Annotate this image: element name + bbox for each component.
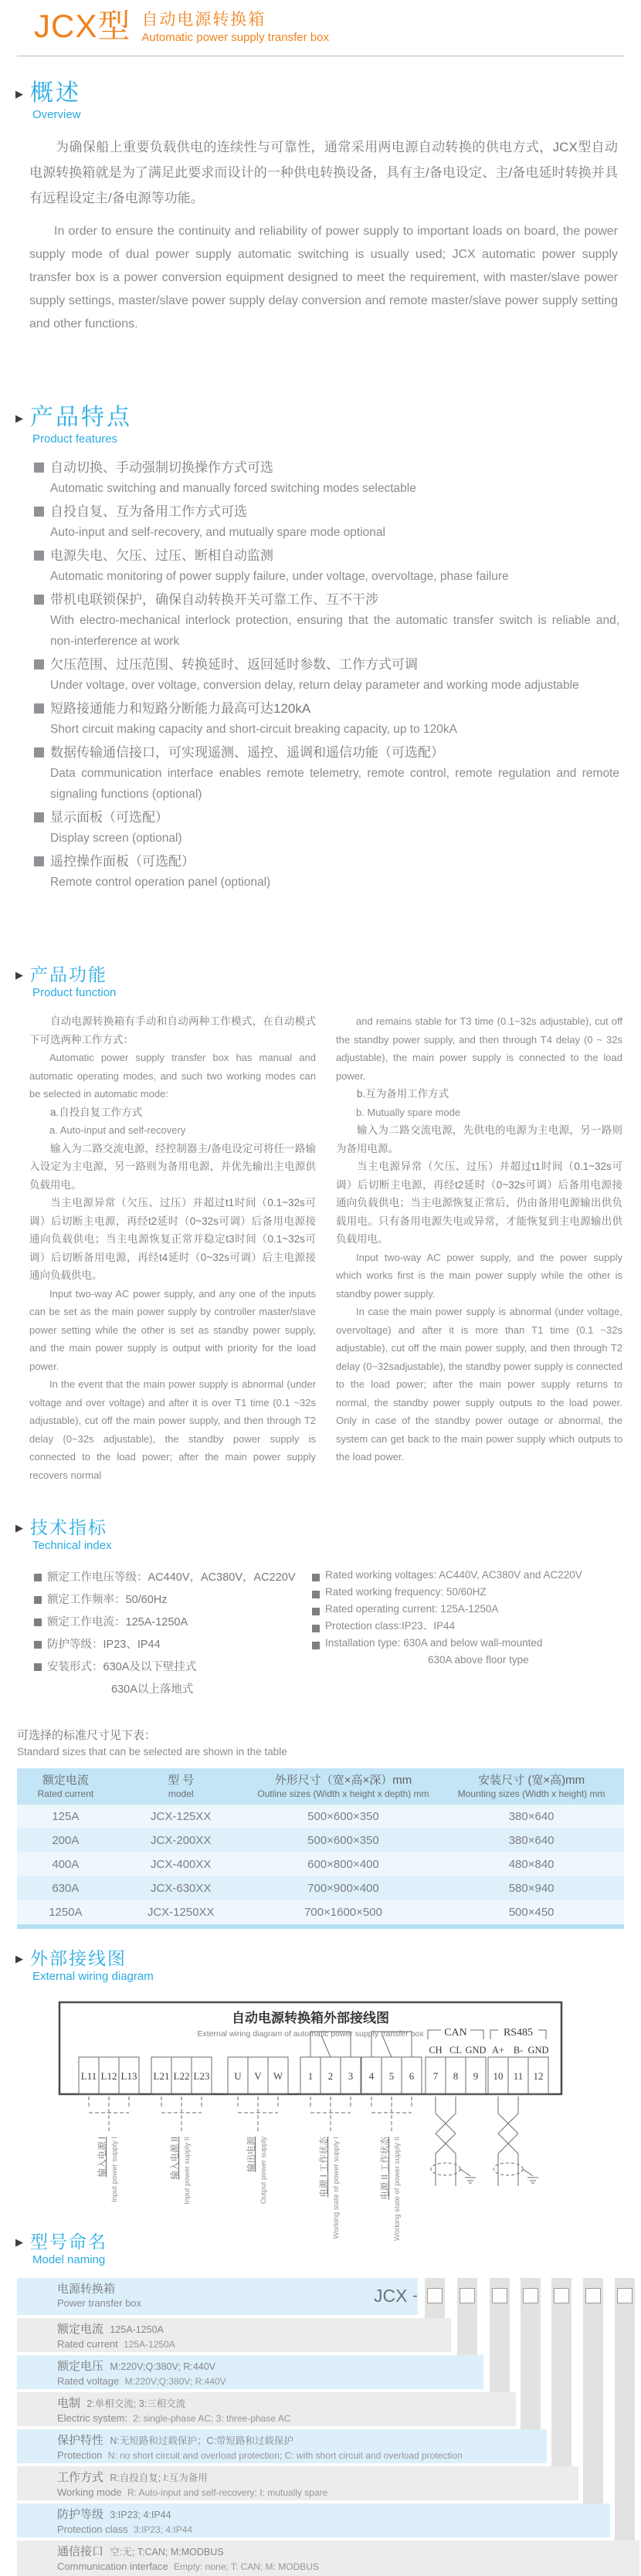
- paragraph: b. Mutually spare mode: [356, 1106, 461, 1118]
- technical-heading: [15, 1517, 641, 1553]
- naming-desc-en: 3:IP23; 4:IP44: [134, 2524, 193, 2535]
- square-bullet-icon: [34, 1574, 42, 1581]
- terminal-label: 1: [307, 2070, 314, 2082]
- section-arrow-icon: ▶: [15, 968, 23, 981]
- model-prefix: JCX: [374, 2286, 408, 2306]
- cell-outline-size: 600×800×400: [248, 1852, 439, 1876]
- table-row: [17, 1829, 624, 1852]
- naming-label-cn: 防护等级: [57, 2508, 104, 2521]
- terminal-label: 2: [327, 2070, 334, 2082]
- overview-heading: [15, 80, 641, 122]
- spec-item: Rated operating current: 125A-1250A: [325, 1603, 499, 1615]
- paragraph: 输入为二路交流电源，经控制器主/备电设定可将任一路输入设定为主电源，另一路则为备用电源，并优先输出主电源供负载用电。: [29, 1142, 316, 1191]
- feature-en: Under voltage, over voltage, conversion delay, return delay parameter and working mode adjustable: [50, 679, 579, 692]
- naming-label-en: Rated current: [57, 2338, 118, 2350]
- twisted-pair-icon: [431, 2096, 476, 2186]
- table-row: [17, 1900, 624, 1927]
- standard-sizes-table: [17, 1768, 624, 1929]
- terminal-label: L12: [100, 2070, 117, 2082]
- section-arrow-icon: ▶: [15, 1521, 23, 1534]
- diagram-title-en: External wiring diagram of automatic power supply transfer box: [197, 2029, 424, 2039]
- section-product-features: [0, 404, 641, 893]
- terminal-label: 8: [453, 2070, 459, 2082]
- terminal-label: 6: [409, 2070, 415, 2082]
- product-title-en: Automatic power supply transfer box: [141, 31, 329, 44]
- square-bullet-icon: [312, 1591, 320, 1598]
- function-heading-cn: 产品功能: [30, 964, 107, 985]
- square-bullet-icon: [34, 747, 44, 758]
- feature-en: Data communication interface enables remote telemetry, remote control, remote regulation and remote signaling functions (optional): [50, 767, 619, 801]
- paragraph: b.互为备用工作方式: [357, 1088, 449, 1100]
- paragraph: and remains stable for T3 time (0.1~32s adjustable), cut off the standby power supply, and then through T4 delay (0 ~ 32s adjustable), the main power supply is connected to the load power.: [336, 1015, 622, 1082]
- table-intro-en: Standard sizes that can be selected are shown in the table: [17, 1746, 287, 1757]
- diagram-title-cn: 自动电源转换箱外部接线图: [232, 2011, 389, 2025]
- feature-en: Display screen (optional): [50, 832, 182, 845]
- section-model-naming: [0, 2231, 641, 2576]
- terminal-label: 3: [348, 2070, 354, 2082]
- technical-heading-cn: 技术指标: [30, 1517, 107, 1537]
- cell-outline-size: 500×600×350: [248, 1829, 439, 1852]
- wiring-heading: [15, 1947, 641, 1984]
- list-item: [34, 545, 619, 587]
- feature-cn: 自动切换、手动强制切换操作方式可选: [50, 460, 273, 475]
- naming-desc-en: M:220V;Q:380V; R:440V: [124, 2376, 226, 2387]
- group-label-cn: 输入电源 II: [171, 2137, 180, 2180]
- naming-heading-en: Model naming: [32, 2253, 106, 2266]
- naming-label-en: Working mode: [57, 2486, 122, 2498]
- product-title-block: [141, 8, 329, 45]
- pin-label: CH: [429, 2045, 443, 2056]
- column-header-cn: 型 号: [168, 1774, 195, 1787]
- paragraph: Input two-way AC power supply, and the power supply which works first is the main power supply while the other is standby power supply.: [336, 1251, 622, 1300]
- can-label: CAN: [444, 2027, 467, 2039]
- square-bullet-icon: [312, 1625, 320, 1632]
- feature-en: With electro-mechanical interlock protection, ensuring that the automatic transfer switch is reliable and, non-interference at work: [50, 614, 619, 648]
- spec-item: 安装形式：630A及以下壁挂式: [47, 1661, 197, 1673]
- naming-label-en: Power transfer box: [57, 2297, 142, 2309]
- can-bracket: [470, 2030, 483, 2039]
- product-title-cn: 自动电源转换箱: [141, 11, 266, 29]
- table-intro-cn: 可选择的标准尺寸见下表：: [17, 1729, 157, 1742]
- table-row: [17, 1852, 624, 1876]
- column-header-cn: 额定电流: [42, 1774, 89, 1787]
- naming-label-cn: 额定电流: [57, 2323, 104, 2336]
- feature-cn: 电源失电、欠压、过压、断相自动监测: [50, 548, 273, 563]
- technical-heading-en: Technical index: [32, 1539, 112, 1552]
- square-bullet-icon: [34, 856, 44, 866]
- function-heading: [15, 964, 641, 1000]
- terminal-label: U: [234, 2070, 242, 2082]
- technical-left-column: [34, 1567, 312, 1701]
- naming-row: [17, 2429, 547, 2463]
- cell-mounting-size: 380×640: [439, 1805, 624, 1829]
- paragraph: 当主电源异常（欠压、过压）并超过t1时间（0.1~32s可调）后切断主电源，再经t2延时（0~32s可调）后备用电源接通向负载供电；当主电源恢复正常并稳定t3时间（0.1~32s可调）后切断备用电源，再经t4延时（0~32s可调）后主电源接通向负载供电。: [29, 1197, 316, 1281]
- section-technical-index: [0, 1517, 641, 1701]
- list-item: [34, 807, 619, 849]
- feature-cn: 欠压范围、过压范围、转换延时、返回延时参数、工作方式可调: [50, 657, 418, 672]
- column-header-cn: 安装尺寸 (宽×高)mm: [478, 1774, 585, 1787]
- cell-mounting-size: 380×640: [439, 1829, 624, 1852]
- naming-desc-en: Empty: none; T: CAN; M: MODBUS: [174, 2561, 319, 2572]
- column-header-cn: 外形尺寸（宽×高×深）mm: [274, 1774, 412, 1787]
- group-label-en: Working state of power supply II: [393, 2137, 402, 2241]
- twisted-pair-icon: [493, 2096, 538, 2186]
- naming-row: [17, 2466, 578, 2500]
- switch-contact-icon: [321, 2035, 331, 2057]
- naming-heading-cn: 型号命名: [30, 2232, 107, 2252]
- naming-label-en: Rated voltage: [57, 2375, 120, 2387]
- feature-en: Short circuit making capacity and short-circuit breaking capacity, up to 120kA: [50, 723, 457, 736]
- naming-row: [17, 2540, 639, 2576]
- code-box: [554, 2288, 569, 2303]
- terminal-label: L21: [153, 2070, 170, 2082]
- naming-desc-cn: 空:无; T:CAN; M:MODBUS: [110, 2547, 224, 2557]
- features-heading-en: Product features: [32, 432, 118, 446]
- pin-label: GND: [527, 2045, 549, 2056]
- rs485-bracket: [490, 2030, 498, 2039]
- switch-contact-icon: [382, 2035, 392, 2057]
- overview-heading-en: Overview: [32, 108, 81, 121]
- cell-model: JCX-1250XX: [114, 1900, 248, 1927]
- spec-item: Rated working frequency: 50/60HZ: [325, 1586, 487, 1598]
- paragraph: Automatic power supply transfer box has manual and automatic operating modes, and such two working modes can be selected in automatic mode:: [29, 1052, 316, 1100]
- naming-label-en: Communication interface: [57, 2561, 168, 2572]
- features-list: [34, 457, 619, 893]
- spec-item: 额定工作电流：125A-1250A: [47, 1616, 188, 1629]
- naming-heading: [15, 2231, 641, 2267]
- page-header: [0, 0, 641, 45]
- square-bullet-icon: [312, 1574, 320, 1581]
- product-model: JCX型: [34, 8, 131, 44]
- cell-outline-size: 700×900×400: [248, 1876, 439, 1900]
- ground-icon: [527, 2178, 538, 2183]
- function-heading-en: Product function: [32, 986, 117, 999]
- overview-heading-cn: 概述: [30, 80, 81, 106]
- column-header-en: Outline sizes (Width x height x depth) mm: [257, 1788, 429, 1799]
- square-bullet-icon: [34, 507, 44, 517]
- rs485-bracket: [538, 2030, 546, 2039]
- list-item: [34, 851, 619, 893]
- cell-rated-current: 1250A: [17, 1900, 114, 1927]
- code-box: [617, 2288, 633, 2303]
- code-box: [460, 2288, 475, 2303]
- terminal-label: V: [254, 2070, 262, 2082]
- feature-cn: 自投自复、互为备用工作方式可选: [50, 504, 247, 519]
- code-box: [585, 2288, 601, 2303]
- cell-model: JCX-630XX: [114, 1876, 248, 1900]
- square-bullet-icon: [312, 1642, 320, 1649]
- spec-item: 防护等级：IP23、IP44: [47, 1639, 161, 1651]
- square-bullet-icon: [34, 463, 44, 473]
- square-bullet-icon: [34, 551, 44, 561]
- spec-item: Protection class:IP23、IP44: [325, 1620, 456, 1632]
- square-bullet-icon: [34, 1596, 42, 1604]
- section-arrow-icon: ▶: [15, 87, 23, 100]
- naming-label-en: Protection class: [57, 2523, 128, 2535]
- cell-mounting-size: 500×450: [439, 1900, 624, 1927]
- model-naming-diagram: [17, 2278, 639, 2576]
- feature-en: Remote control operation panel (optional): [50, 876, 271, 889]
- terminal-label: L13: [120, 2070, 137, 2082]
- naming-label-cn: 额定电压: [57, 2360, 104, 2373]
- terminal-label: 11: [513, 2070, 524, 2082]
- pin-label: CL: [449, 2045, 462, 2056]
- cell-model: JCX-400XX: [114, 1852, 248, 1876]
- code-column: [457, 2278, 477, 2355]
- square-bullet-icon: [34, 703, 44, 713]
- feature-cn: 带机电联锁保护，确保自动转换开关可靠工作、互不干涉: [50, 592, 378, 607]
- wiring-heading-cn: 外部接线图: [30, 1948, 127, 1968]
- cell-mounting-size: 480×840: [439, 1852, 624, 1876]
- spec-item-continued: 630A above floor type: [428, 1654, 529, 1666]
- naming-desc-cn: 3:IP23; 4:IP44: [110, 2510, 171, 2520]
- code-column: [425, 2278, 445, 2318]
- terminal-label: 9: [473, 2070, 479, 2082]
- section-overview: [0, 80, 641, 336]
- feature-en: Automatic monitoring of power supply failure, under voltage, overvoltage, phase failure: [50, 570, 509, 583]
- code-column: [490, 2278, 510, 2392]
- terminal-label: 4: [368, 2070, 375, 2082]
- naming-label-en: Protection: [57, 2449, 103, 2461]
- naming-desc-cn: N:无短路和过载保护；C:带短路和过载保护: [110, 2435, 293, 2446]
- column-header-en: model: [168, 1788, 194, 1799]
- naming-desc-en: 125A-1250A: [124, 2339, 175, 2350]
- technical-right-column: [312, 1567, 613, 1701]
- paragraph: 自动电源转换箱有手动和自动两种工作模式，在自动模式下可选两种工作方式：: [29, 1015, 316, 1046]
- cell-rated-current: 200A: [17, 1829, 114, 1852]
- section-arrow-icon: ▶: [15, 2235, 23, 2248]
- pin-label: B-: [513, 2045, 524, 2056]
- group-label-en: Output power supply: [259, 2137, 268, 2205]
- naming-desc-cn: 125A-1250A: [110, 2324, 164, 2335]
- square-bullet-icon: [34, 812, 44, 822]
- code-box: [492, 2288, 507, 2303]
- group-label-cn: 输入电源 I: [98, 2137, 107, 2178]
- square-bullet-icon: [34, 1618, 42, 1626]
- group-label-cn: 电源 I 工作状态: [320, 2137, 329, 2198]
- spec-item: Rated working voltages: AC440V, AC380V and AC220V: [325, 1569, 582, 1581]
- cell-model: JCX-200XX: [114, 1829, 248, 1852]
- cell-rated-current: 630A: [17, 1876, 114, 1900]
- paragraph: In case the main power supply is abnormal (under voltage, overvoltage) and after it is more than T1 time (0.1 ~32s adjustable), cut off the main power supply, and then through T2 delay (0~32sadjustable), the standby power supply is connected to the load power; after the main power supply returns to normal, the standby power supply outputs to the load power. Only in case of the standby power outage or abnormal, the system can get back to the main power supply which outputs to the load power.: [336, 1306, 622, 1463]
- wiring-heading-en: External wiring diagram: [32, 1970, 154, 1983]
- rs485-label: RS485: [503, 2027, 534, 2039]
- square-bullet-icon: [312, 1608, 320, 1615]
- section-arrow-icon: ▶: [15, 1952, 23, 1964]
- list-item: [34, 698, 619, 740]
- code-column: [551, 2278, 571, 2466]
- naming-row: [17, 2318, 451, 2352]
- group-label-cn: 输出电源: [247, 2137, 256, 2172]
- technical-columns: [34, 1567, 626, 1701]
- naming-label-cn: 电源转换箱: [57, 2283, 116, 2296]
- cell-model: JCX-125XX: [114, 1805, 248, 1829]
- section-arrow-icon: ▶: [15, 412, 23, 424]
- list-item: [34, 457, 619, 499]
- list-item: [34, 589, 619, 652]
- list-item: [34, 742, 619, 805]
- overview-paragraph-en: In order to ensure the continuity and reliability of power supply to important loads on board, the power supply mode of dual power supply automatic switching is usually used; JCX automatic power supply transfer box is a power conversion equipment designed to meet the requirement, with master/slave power supply settings, master/slave power supply delay conversion and remote master/slave power supply setting and other functions.: [29, 225, 618, 330]
- paragraph: Input two-way AC power supply, and any one of the inputs can be set as the main power supply by controller master/slave power setting while the other is set as standby power supply, and the main power supply is output with priority for the load power.: [29, 1287, 316, 1372]
- code-box: [523, 2288, 538, 2303]
- function-right-column: [336, 1012, 622, 1484]
- spec-item: 额定工作频率：50/60Hz: [47, 1594, 168, 1606]
- paragraph: a.自投自复工作方式: [50, 1106, 143, 1118]
- size-table-block: [0, 1727, 641, 1929]
- naming-label-cn: 电制: [57, 2397, 81, 2410]
- square-bullet-icon: [34, 1641, 42, 1649]
- code-column: [615, 2278, 635, 2540]
- table-row: [17, 1876, 624, 1900]
- function-columns: [29, 1012, 622, 1484]
- naming-row: [17, 2278, 418, 2315]
- terminal-label: L23: [193, 2070, 210, 2082]
- naming-desc-cn: M:220V;Q:380V; R:440V: [110, 2361, 216, 2372]
- naming-row: [17, 2355, 483, 2389]
- terminal-label: 7: [432, 2070, 439, 2082]
- naming-desc-en: 2: single-phase AC; 3: three-phase AC: [133, 2413, 291, 2424]
- naming-label-cn: 保护特性: [57, 2434, 104, 2447]
- paragraph: a. Auto-input and self-recovery: [49, 1124, 186, 1136]
- group-label-en: Input power supply I: [110, 2137, 119, 2203]
- table-header-row: [17, 1768, 624, 1805]
- paragraph: 当主电源异常（欠压、过压）并超过t1时间（0.1~32s可调）后切断主电源，再经t2延时（0~32s可调）后备用电源接通向负载供电；当主电源恢复正常后，仍由备用电源输出供负载用电。只有备用电源失电或异常，才能恢复到主电源输出供负载用电。: [336, 1161, 622, 1245]
- group-label-cn: 电源 II 工作状态: [381, 2137, 390, 2200]
- terminal-label: W: [273, 2070, 283, 2082]
- ground-icon: [465, 2178, 476, 2183]
- naming-desc-cn: 2:单相交流; 3:三相交流: [86, 2398, 186, 2409]
- code-column: [583, 2278, 603, 2503]
- section-wiring-diagram: [0, 1947, 641, 2241]
- terminal-label: 5: [388, 2070, 395, 2082]
- wiring-diagram: [48, 1996, 588, 2241]
- feature-cn: 显示面板（可选配）: [50, 810, 168, 825]
- naming-desc-cn: R:自投自复; I:互为备用: [110, 2473, 208, 2483]
- list-item: [34, 501, 619, 543]
- naming-label-cn: 工作方式: [57, 2471, 104, 2484]
- code-box: [427, 2288, 443, 2303]
- pin-label: A+: [491, 2045, 505, 2056]
- spec-item: Installation type: 630A and below wall-mounted: [325, 1637, 543, 1649]
- cell-outline-size: 700×1600×500: [248, 1900, 439, 1927]
- naming-row: [17, 2392, 516, 2426]
- pin-label: GND: [465, 2045, 487, 2056]
- spec-item-continued: 630A以上落地式: [111, 1683, 194, 1696]
- square-bullet-icon: [34, 595, 44, 605]
- feature-en: Automatic switching and manually forced switching modes selectable: [50, 482, 416, 495]
- overview-paragraph-cn: 为确保船上重要负载供电的连续性与可靠性，通常采用两电源自动转换的供电方式，JCX型自动电源转换箱就是为了满足此要求而设计的一种供电转换设备，具有主/备电设定、主/备电延时转换并具有远程设定主/备电源等功能。: [29, 140, 618, 205]
- cell-mounting-size: 580×940: [439, 1876, 624, 1900]
- list-item: [34, 654, 619, 696]
- square-bullet-icon: [34, 1663, 42, 1671]
- function-left-column: [29, 1012, 316, 1484]
- cell-rated-current: 125A: [17, 1805, 114, 1829]
- feature-cn: 遥控操作面板（可选配）: [50, 854, 195, 869]
- table-row: [17, 1805, 624, 1829]
- feature-cn: 数据传输通信接口，可实现遥测、遥控、遥调和遥信功能（可选配）: [50, 745, 444, 760]
- cell-rated-current: 400A: [17, 1852, 114, 1876]
- column-header-en: Rated current: [37, 1788, 94, 1799]
- can-bracket: [428, 2030, 441, 2039]
- terminal-label: L22: [173, 2070, 190, 2082]
- terminal-label: L11: [80, 2070, 97, 2082]
- naming-desc-en: R: Auto-input and self-recovery; I: mutually spare: [127, 2487, 328, 2498]
- terminal-label: 10: [493, 2070, 504, 2082]
- column-header-en: Mounting sizes (Width x height) mm: [457, 1788, 605, 1799]
- section-product-function: [0, 964, 641, 1484]
- spec-item: 额定工作电压等级：AC440V，AC380V，AC220V: [47, 1571, 296, 1584]
- code-column: [521, 2278, 541, 2429]
- feature-cn: 短路接通能力和短路分断能力最高可达120kA: [50, 701, 311, 716]
- model-dash: -: [412, 2287, 418, 2304]
- feature-en: Auto-input and self-recovery, and mutually spare mode optional: [50, 526, 385, 539]
- group-label-en: Working state of power supply I: [332, 2137, 341, 2239]
- features-heading: [15, 404, 641, 446]
- naming-label-cn: 通信接口: [57, 2545, 104, 2558]
- paragraph: 输入为二路交流电源，先供电的电源为主电源，另一路则为备用电源。: [336, 1124, 622, 1154]
- naming-label-en: Electric system:: [57, 2412, 128, 2424]
- group-label-en: Input power supply II: [183, 2137, 192, 2205]
- naming-row: [17, 2503, 610, 2537]
- square-bullet-icon: [34, 659, 44, 669]
- paragraph: In the event that the main power supply is abnormal (under voltage and over voltage) and after it is over T1 time (0.1 ~32s adjustable), cut off the main power supply, and then through T2 delay (0~32s adjustable), the standby power supply is connected to the load power; after the main power supply recovers normal: [29, 1378, 316, 1481]
- terminal-label: 12: [533, 2070, 544, 2082]
- cell-outline-size: 500×600×350: [248, 1805, 439, 1829]
- naming-desc-en: N: no short circuit and overload protection; C: with short circuit and overload protection: [107, 2450, 463, 2461]
- features-heading-cn: 产品特点: [30, 405, 132, 430]
